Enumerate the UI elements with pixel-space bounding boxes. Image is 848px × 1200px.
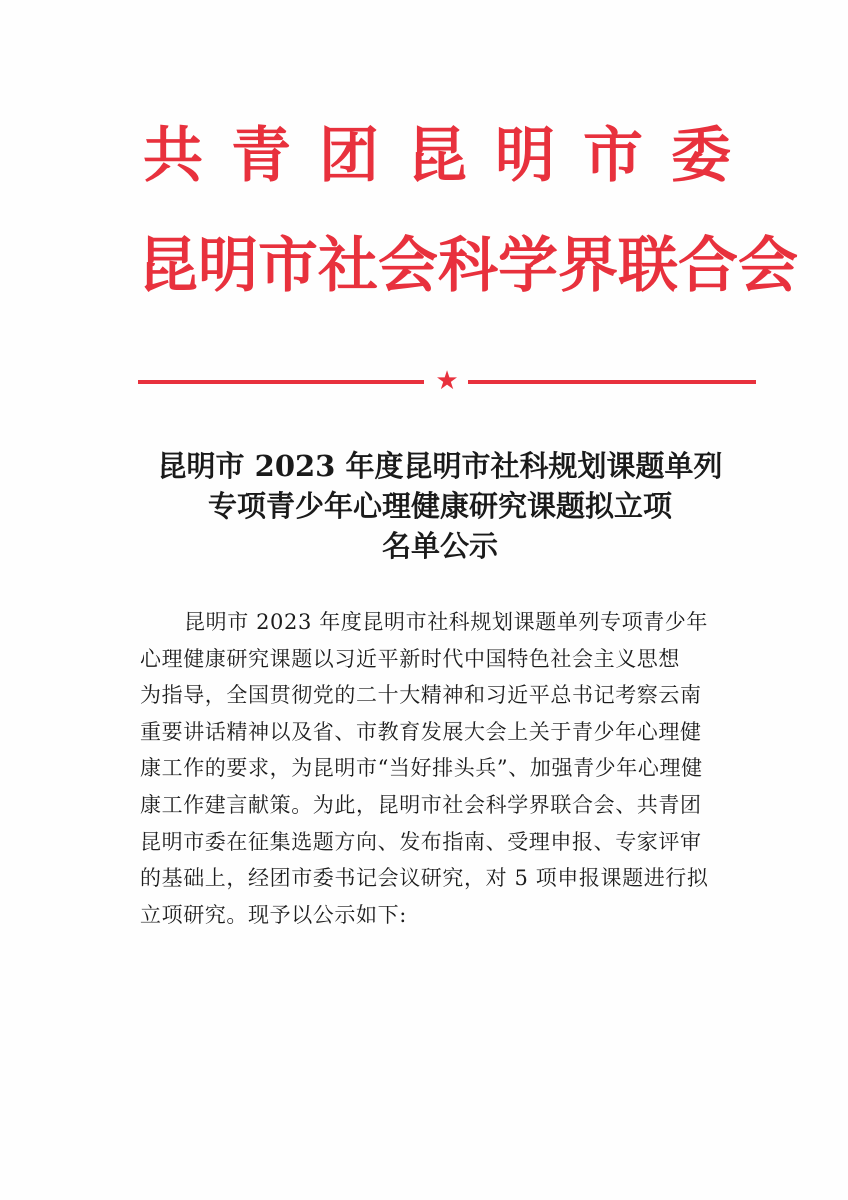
issuer-char: 共 [143,121,203,191]
body-paragraph [140,604,742,933]
issuer-char: 委 [671,121,731,191]
issuer-char: 市 [583,121,643,191]
issuer-char: 明 [198,231,258,301]
issuer-name-line-2 [138,228,798,304]
body-line: 康工作的要求，为昆明市“当好排头兵”、加强青少年心理健 [140,756,703,781]
divider-line-right [468,380,756,384]
issuer-char: 合 [678,231,738,301]
issuer-char: 联 [618,231,678,301]
issuer-name-line-1 [138,118,736,194]
document-title-line-1: 昆明市 2023 年度昆明市社科规划课题单列 [157,449,723,483]
issuer-char: 会 [378,231,438,301]
issuer-char: 学 [498,231,558,301]
issuer-char: 社 [318,231,378,301]
issuer-char: 昆 [407,121,467,191]
body-line: 重要讲话精神以及省、市教育发展大会上关于青少年心理健 [140,719,702,744]
issuer-char: 市 [258,231,318,301]
issuer-char: 团 [319,121,379,191]
body-line: 康工作建言献策。为此，昆明市社会科学界联合会、共青团 [140,792,702,817]
issuer-char: 会 [738,231,798,301]
star-icon: ★ [435,366,459,396]
body-line: 立项研究。现予以公示如下: [140,902,407,927]
body-line: 的基础上，经团市委书记会议研究，对 5 项申报课题进行拟 [140,866,709,891]
issuer-char: 明 [495,121,555,191]
issuer-char: 科 [438,231,498,301]
body-line: 昆明市 2023 年度昆明市社科规划课题单列专项青少年 [184,610,708,634]
document-title-line-3: 名单公示 [381,529,498,563]
body-line: 昆明市委在征集选题方向、发布指南、受理申报、专家评审 [140,829,702,854]
issuer-char: 青 [231,121,291,191]
document-title-line-2: 专项青少年心理健康研究课题拟立项 [207,489,672,523]
body-line: 心理健康研究课题以习近平新时代中国特色社会主义思想 [140,646,680,671]
divider-line-left [138,380,424,384]
body-line: 为指导，全国贯彻党的二十大精神和习近平总书记考察云南 [140,683,702,708]
red-header-divider [138,366,756,396]
issuer-char: 昆 [138,231,198,301]
issuer-char: 界 [558,231,618,301]
